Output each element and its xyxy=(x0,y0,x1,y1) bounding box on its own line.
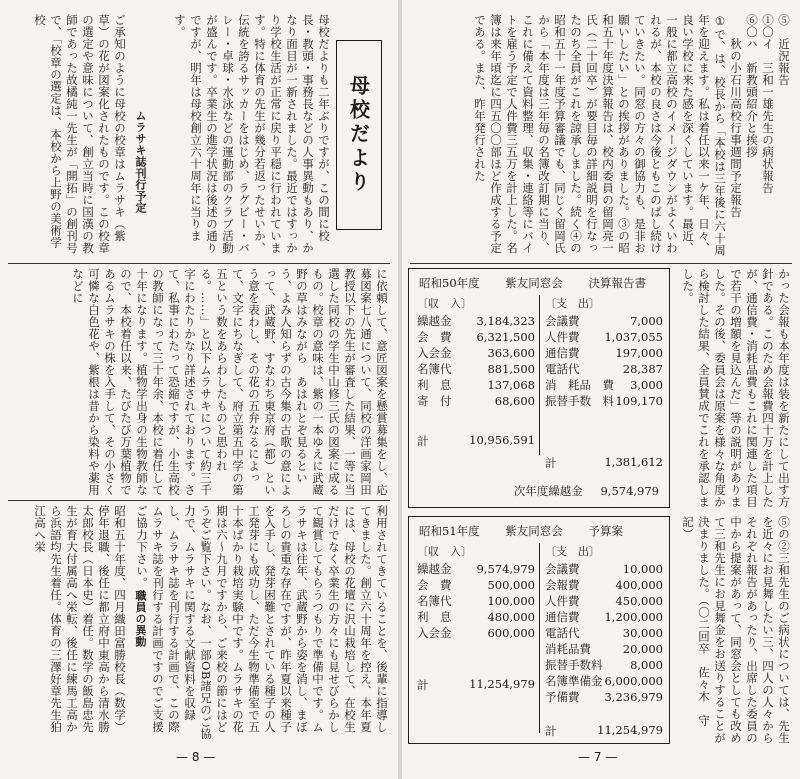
settlement-expense-row xyxy=(545,329,663,345)
article-column-2: に依頼して、意匠図案を懸賞募集をし、応募図案七八通について、同校の洋画家岡田教授以下の先生が審査した結果、一等に当選した同校の学生中山修三氏の図案に成るもの。校章の意味は、紫の一本ゆえに武蔵野の草はみながら あはれとぞ見るという、よみ人知らずの古今集の古歌の意によって、武蔵野、すなわち東京府（都）という意を表わし、その花の五弁なるによって、文字にちなぎして、府立第五中学の第五という数をあらわしたものと思われる。……」と以下ムラサキについて約三千字にわたりかなり詳述されております。さて、私事にわたって恐縮ですが、小生高校の教師になって三十年余、本校に着任して十年になります。植物学出身の生物教師なので、本校着任以来、たびたび万葉植物であるムラサキの株を入手して、その小さく可憐な白色花や、紫根は昔から染料や薬用などに xyxy=(71,268,389,496)
settlement-income-item-amount: 6,321,500 xyxy=(476,330,535,344)
page-7 xyxy=(402,0,800,779)
settlement-income-row xyxy=(417,361,535,377)
budget-income-item-name: 入会金 xyxy=(417,626,452,640)
budget-expense-row xyxy=(545,673,663,689)
budget-expense-row xyxy=(545,625,663,641)
settlement-expense-total: 1,381,612 xyxy=(604,455,663,469)
budget-income-row xyxy=(417,609,535,625)
budget-expense-item-amount: 30,000 xyxy=(622,626,663,640)
settlement-income-row xyxy=(417,313,535,329)
settlement-income-row xyxy=(417,377,535,393)
settlement-income-item-amount: 137,068 xyxy=(487,378,535,392)
budget-income-item-name: 利 息 xyxy=(417,610,452,624)
settlement-income-row xyxy=(417,345,535,361)
budget-expense-row xyxy=(545,609,663,625)
budget-expense-item-amount: 3,236,979 xyxy=(604,690,663,704)
settlement-expense-row xyxy=(545,361,663,377)
budget-expense-item-amount: 10,000 xyxy=(622,562,663,576)
settlement-expense-item-name: 消 耗品 費 xyxy=(545,378,614,392)
settlement-expense-total-label: 計 xyxy=(545,456,557,470)
settlement-income-item-amount: 363,600 xyxy=(487,346,535,360)
budget-expense-label: 〔支 出〕 xyxy=(545,545,600,558)
settlement-income-row xyxy=(417,393,535,409)
settlement-expense-item-amount: 28,387 xyxy=(622,362,663,376)
budget-expense-item-name: 人件費 xyxy=(545,594,580,608)
budget-income-item-name: 名簿代 xyxy=(417,594,452,608)
settlement-kind: 決算報告書 xyxy=(588,276,646,290)
report-column-3: ⑤の②三和先生のご病状については、先生を近々にお見舞したい三、四人の人々からそれぞれ報告があったり、出席した委員の中から提案があって、同窓会としても改めて三和先生にお見舞金をお送りすることが決まりました。（〇二回卒 佐々木 守 記） xyxy=(681,516,791,744)
settlement-income-label: 〔収 入〕 xyxy=(417,297,472,310)
settlement-income-item-name: 会 費 xyxy=(417,330,452,344)
settlement-income-item-name: 繰越金 xyxy=(417,314,452,328)
budget-income-row xyxy=(417,625,535,641)
budget-income-item-amount: 600,000 xyxy=(487,626,535,640)
budget-expense-item-amount: 400,000 xyxy=(615,578,663,592)
budget-income-label: 〔収 入〕 xyxy=(417,545,472,558)
settlement-expense-item-name: 振替手数 料 xyxy=(545,394,614,408)
settlement-expense-row xyxy=(545,393,663,409)
article-column-3: 利用されてきていることを、後輩に指導してきました。創立六十周年を控え、本年夏には、母校の花壇に沢山栽培して、在校生だけでなく卒業生の方々にも見せびらかして観賞してもらうつもりで準備中です。ムラサキは往年、武蔵野から姿を消し、まぼろしの貴重な存在ですが、昨年夏以来種子を入手し、発芽困難とされている種子の人工発芽にも成功し、ただ今生物準備室で五十本ばかり栽培実験中です。ムラサキの花期は六〜九月ですから、ご来校の節にはどうぞご覧下さい。なお、一部OB諸兄のご協力で、ムラサキに関する文献資料を収録し、ムラサキ誌を刊行する計画で、この際ムラサキ誌を刊行する計画ですのでご支援ご協力下さい。 xyxy=(135,505,389,740)
budget-income-total-label: 計 xyxy=(417,678,429,692)
budget-income-total: 11,254,979 xyxy=(469,677,535,691)
budget-income-item-name: 繰越金 xyxy=(417,562,452,576)
settlement-expense-label: 〔支 出〕 xyxy=(545,297,600,310)
budget-expense-item-name: 消耗品費 xyxy=(545,642,591,656)
settlement-expense-item-name: 会議費 xyxy=(545,314,580,328)
settlement-expense-row xyxy=(545,345,663,361)
section-title: 母校だより xyxy=(336,40,382,230)
settlement-income-row xyxy=(417,329,535,345)
settlement-income-total-label: 計 xyxy=(417,434,429,448)
subheading-staff-changes: 職員の異動 xyxy=(134,590,147,648)
article-column-3b: 昭和五十年度、四月織田富勝校長（数学）停年退職、後任に都立府中東高から清水勝太郎校長（日本史）着任。数学の飯島忠先生が育大付属高へ栄転、後任に練馬工高から浜語均先生着任。体育の三澤好章先生狛江高へ栄 xyxy=(33,505,127,733)
budget-expense-item-name: 会報費 xyxy=(545,578,580,592)
budget-income-item-name: 会 費 xyxy=(417,578,452,592)
budget-expense-row xyxy=(545,641,663,657)
settlement-report-table xyxy=(408,268,670,508)
settlement-expense-item-name: 通信費 xyxy=(545,346,580,360)
budget-expense-total: 11,254,979 xyxy=(597,723,663,737)
budget-expense-item-name: 会議費 xyxy=(545,562,580,576)
budget-expense-item-amount: 6,000,000 xyxy=(604,674,663,688)
balance-label: 次年度繰越金 xyxy=(513,484,583,498)
settlement-income-item-name: 利 息 xyxy=(417,378,452,392)
page-8 xyxy=(0,0,398,779)
budget-expense-item-name: 名簿準備金 xyxy=(545,674,603,688)
budget-expense-item-name: 電話代 xyxy=(545,626,580,640)
budget-kind: 予算案 xyxy=(588,524,623,538)
settlement-expense-item-amount: 109,170 xyxy=(615,394,663,408)
budget-expense-row xyxy=(545,657,663,673)
budget-expense-item-amount: 450,000 xyxy=(615,594,663,608)
budget-expense-item-amount: 8,000 xyxy=(630,658,663,672)
budget-year: 昭和51年度 xyxy=(419,524,480,538)
settlement-expense-item-name: 人件費 xyxy=(545,330,580,344)
budget-expense-total-label: 計 xyxy=(545,724,557,738)
budget-income-item-amount: 500,000 xyxy=(487,578,535,592)
settlement-income-item-name: 寄 付 xyxy=(417,394,452,408)
budget-expense-item-name: 予備費 xyxy=(545,690,580,704)
page-number: — 8 — xyxy=(176,750,216,764)
settlement-income-item-amount: 3,184,323 xyxy=(476,314,535,328)
budget-income-row xyxy=(417,561,535,577)
settlement-expense-item-amount: 1,037,055 xyxy=(604,330,663,344)
settlement-expense-row xyxy=(545,377,663,393)
article-column-1b: ご承知のように母校の校章はムラサキ（紫草）の花が図案化されたものです。この校章の選定や意味について、創立当時に国漢の教師であった故橘純一先生が「開拓」の創刊号で、「校章の選定は、本校から上野の美術学校 xyxy=(33,14,127,254)
budget-income-item-amount: 100,000 xyxy=(487,594,535,608)
report-column-2: かった会報も本年度は装を新たにして出す方針である。このため会報費四十万を計上したが、通信費・消耗品費もこれに関連した項目で若干の増額を見込んだ」等の説明がありました。その後、委員会は原案を様々な角度から検討した結果、全員賛成でこれを承認しました。 xyxy=(681,268,791,508)
settlement-income-total: 10,956,591 xyxy=(469,433,535,447)
settlement-org: 紫友同窓会 xyxy=(505,276,563,290)
budget-income-row xyxy=(417,593,535,609)
budget-expense-item-amount: 20,000 xyxy=(622,642,663,656)
article-column-1: 母校だよりも二年ぶりですが、この間に校長・教頭・事務長などの人事異動もあり、かなり面目が一新されました。最近ではすっかり学校生活が正常に戻り平穏に行われています。特に体育の先生が幾分若返ったせいか、伝統を誇るサッカーをはじめ、ラグビー・バレー・卓球・水泳などの運動部のクラブ活動が盛んです。卒業生の進学状況は後述の通りですが、明年は母校創立六十周年に当ります。 xyxy=(173,14,331,254)
settlement-income-item-amount: 68,600 xyxy=(494,394,535,408)
budget-expense-item-name: 振替手数料 xyxy=(545,658,603,672)
budget-expense-item-name: 通信費 xyxy=(545,610,580,624)
subheading-murasaki: ムラサキ誌刊行予定 xyxy=(134,110,147,214)
settlement-income-item-amount: 881,500 xyxy=(487,362,535,376)
balance-amount: 9,574,979 xyxy=(600,484,659,498)
budget-expense-row xyxy=(545,561,663,577)
settlement-expense-row xyxy=(545,313,663,329)
budget-expense-row xyxy=(545,689,663,705)
settlement-expense-item-amount: 3,000 xyxy=(630,378,663,392)
budget-income-row xyxy=(417,577,535,593)
budget-expense-row xyxy=(545,577,663,593)
budget-income-item-amount: 480,000 xyxy=(487,610,535,624)
report-column: ⑤ 近況報告 ①〇イ 三和一雄先生の病状報告 ⑥〇ハ 新教頭紹介と挨拶 秋の小石川高校行事週間予定報告 ①で、は、校長から「本校は三年後に六十周年を迎えます。私は着任以来一ケ年、日々、良い学校に来た感を深くしています。最近、一般に都立高校のイメージダウンがよくいわれるが、本校の良さは今後ともこのばし続けていきたい。同窓の方々の御協力も、是非お願いしたい」との挨拶がありました。③の昭和五十年度決算報告は、校内委員の留岡亮一氏（二十回卒）が要目毎の詳細説明を行なったのち全員がこれを諒承しました。続く④の昭和五十一年度予算審議でも、同じく留岡氏から「本年度は三年毎の名簿改訂期に当り、これに備えて資料整理、収集・連絡等にバイトを雇う予定で人件費三五万を計上した。名簿は来年頃迄に四五〇〇部ほど作成する予定である。また、昨年発行された xyxy=(473,14,791,257)
budget-expense-item-amount: 1,200,000 xyxy=(604,610,663,624)
settlement-expense-item-amount: 7,000 xyxy=(630,314,663,328)
budget-income-item-amount: 9,574,979 xyxy=(476,562,535,576)
settlement-expense-item-name: 電話代 xyxy=(545,362,580,376)
settlement-income-item-name: 入会金 xyxy=(417,346,452,360)
budget-table xyxy=(408,516,670,744)
page-number: — 7 — xyxy=(578,750,618,764)
settlement-expense-item-amount: 197,000 xyxy=(615,346,663,360)
budget-expense-row xyxy=(545,593,663,609)
budget-org: 紫友同窓会 xyxy=(505,524,563,538)
settlement-income-item-name: 名簿代 xyxy=(417,362,452,376)
settlement-year: 昭和50年度 xyxy=(419,276,480,290)
